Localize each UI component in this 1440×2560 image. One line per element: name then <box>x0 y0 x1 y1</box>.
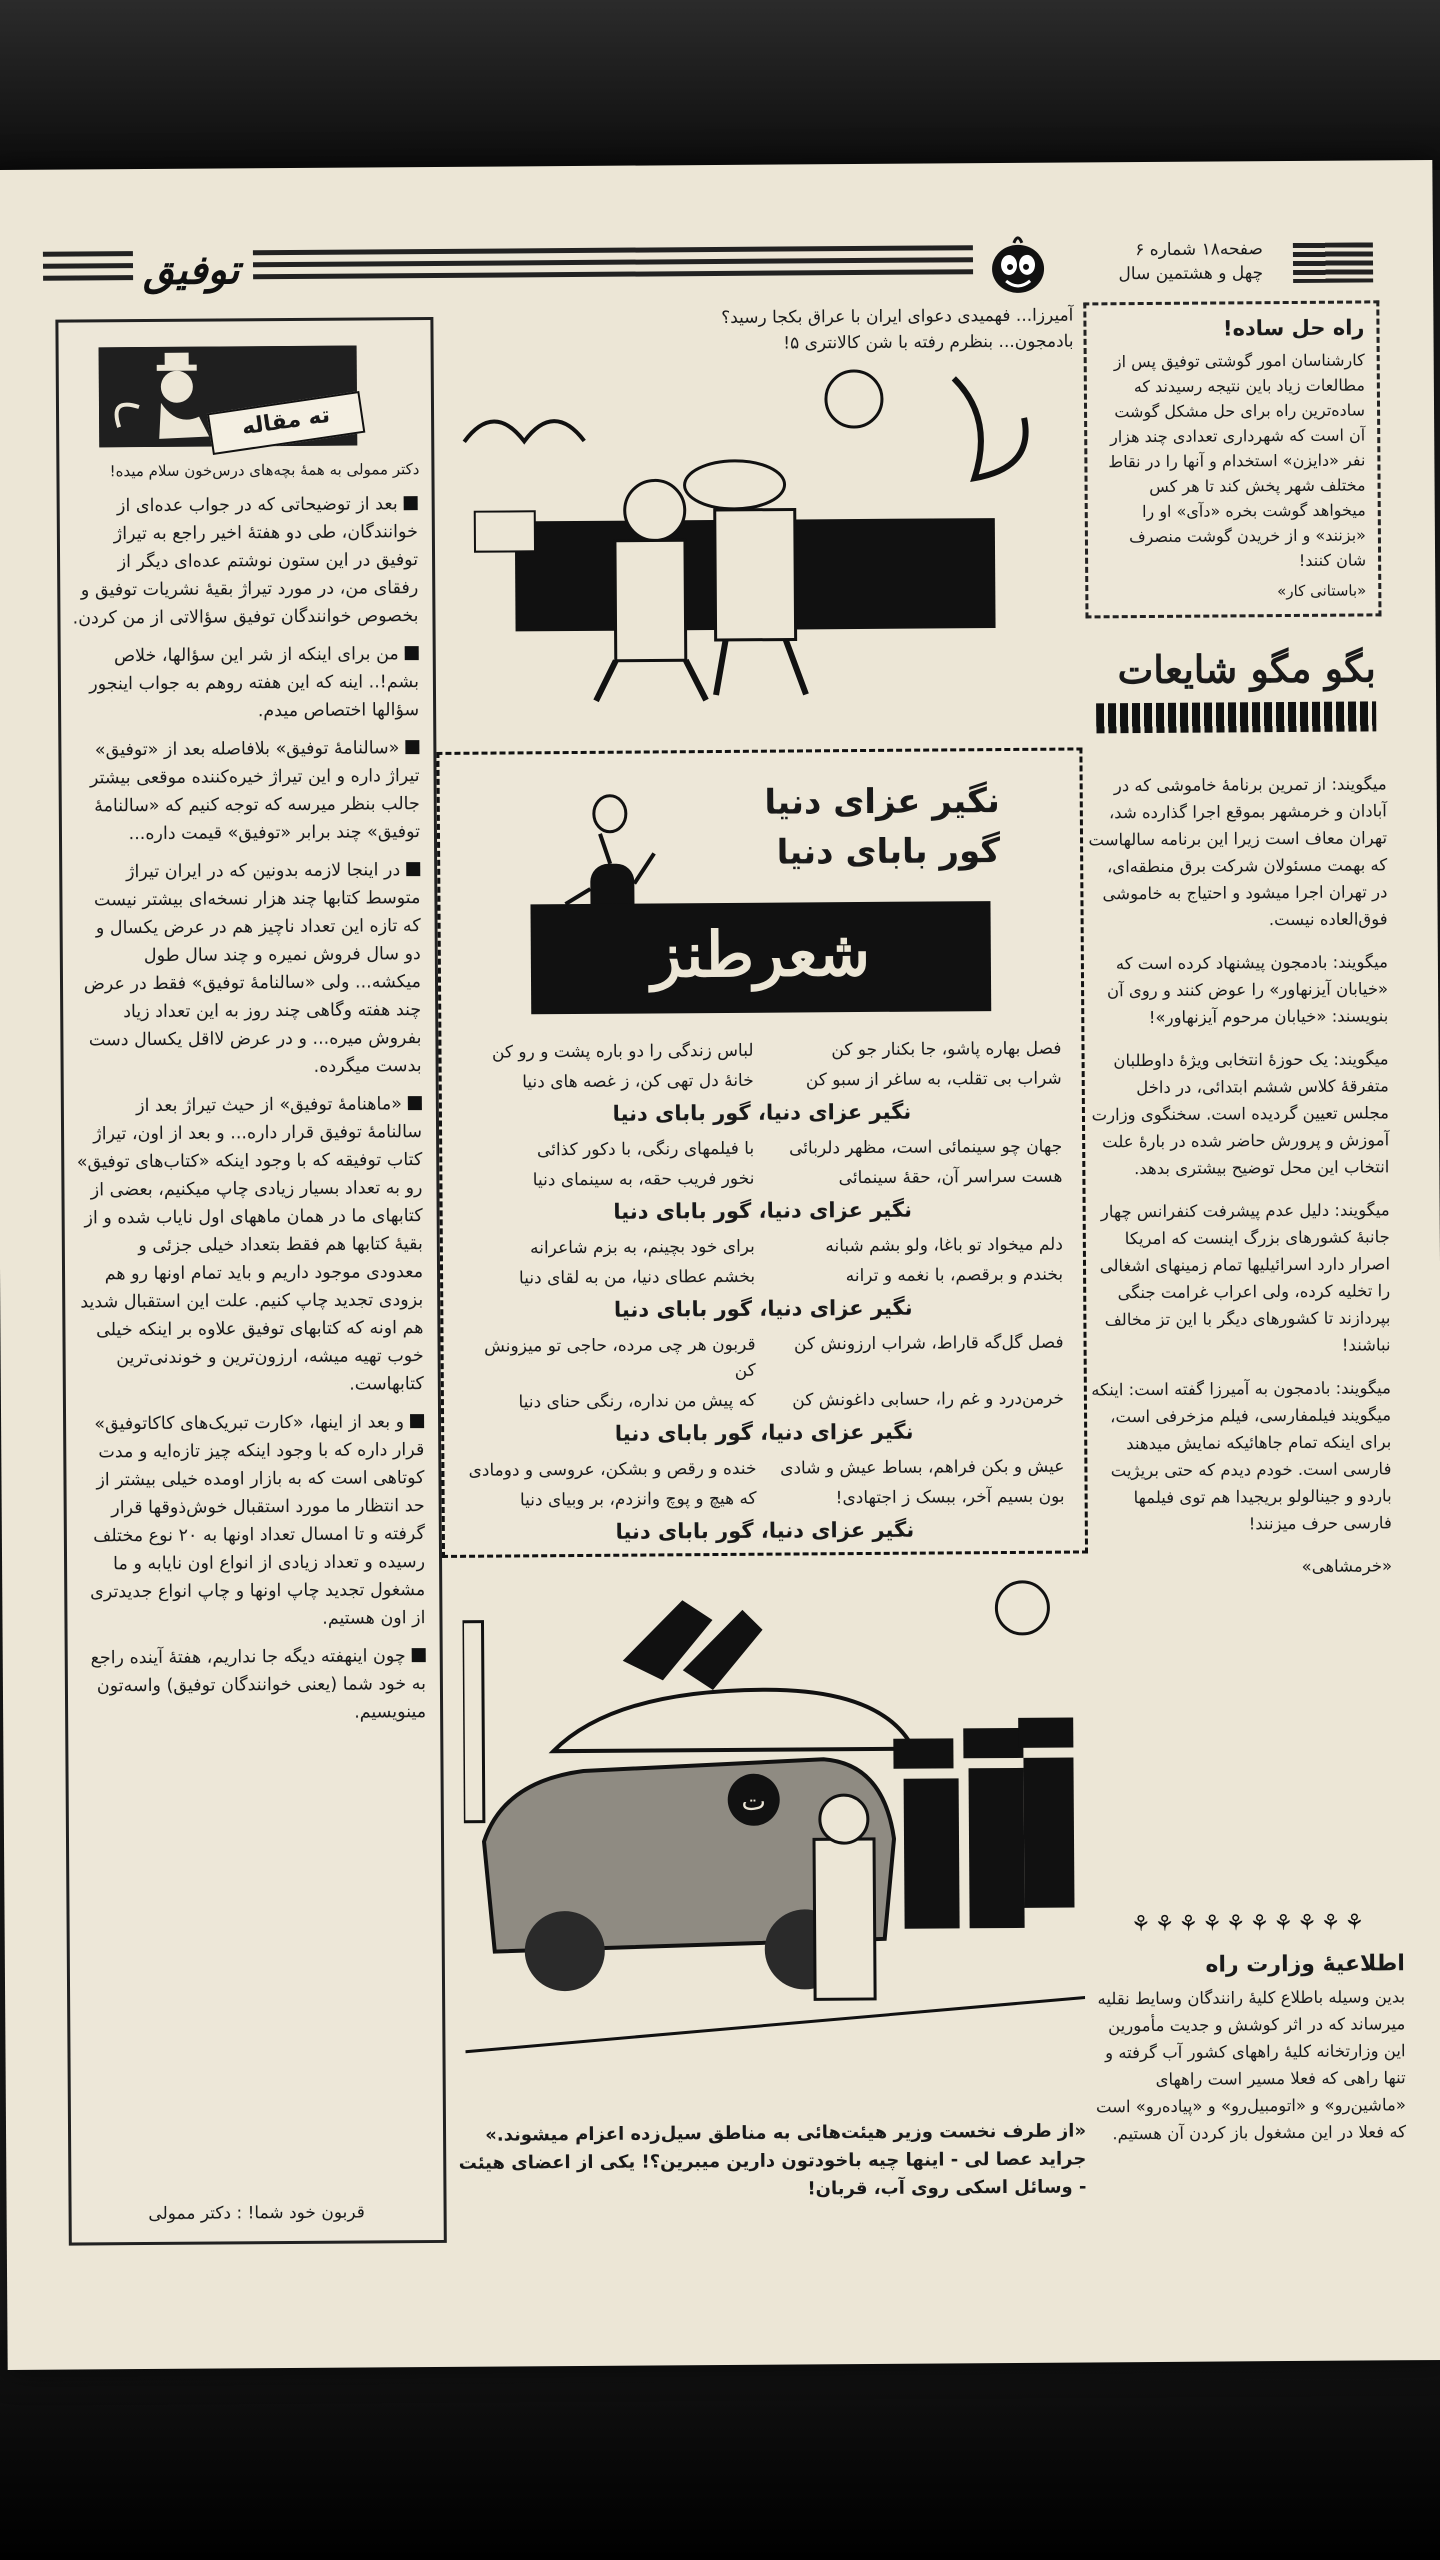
header-stripes <box>1293 242 1373 283</box>
rumor-item: میگویند: بادمجون پیشنهاد کرده است که «خیابان آیزنهاور» را عوض کنند و روی آن بنویسند: «خیابان مرحوم آیزنهاور»! <box>1106 952 1389 1027</box>
editorial-column <box>55 317 446 2246</box>
poem-stanza <box>462 1134 1063 1226</box>
flower-divider: ⚘⚘⚘⚘⚘⚘⚘⚘⚘⚘ <box>1130 1910 1369 1938</box>
verse-line: هست سراسر آن، حقهٔ سینمائی نخور فریب حقه، به سینمای دنیا <box>532 1166 1063 1191</box>
poem-title-line-1: نگیر عزای دنیا <box>764 781 1000 823</box>
rumors-title: بگو مگو شایعات <box>1117 645 1377 693</box>
desk-backdrop-top <box>0 0 1440 170</box>
verse-line: فصل بهاره پاشو، جا بکنار جو کن لباس زندگی را دو باره پشت و رو کن <box>491 1038 1062 1063</box>
simple-solution-box <box>1083 300 1381 618</box>
poem-stanza <box>463 1330 1064 1448</box>
solution-title: راه حل ساده! <box>1222 315 1365 341</box>
editorial-body <box>72 490 427 1738</box>
poem-box <box>436 747 1088 1557</box>
solution-text: کارشناسان امور گوشتی توفیق پس از مطالعات زیاد باین نتیجه رسیدند که ساده‌ترین راه برای حل مشکل گوشت آن است که شهرداری تعدادی چند هزار نفر «دایزن» استخدام و آنها را در نقاط مختلف شهر پخش کند تا هر کس میخواهد گوشت بخره «دآی» او را «بزنند» و از خریدن گوشت منصرف شان کنند! <box>1108 350 1367 570</box>
rumors-section-header <box>1096 645 1377 743</box>
verse-line: فصل گل‌گه قاراط، شراب ارزونش کن قربون هر چی مرده، حاجی تو میزونش کن <box>483 1332 1064 1381</box>
center-column <box>433 303 1087 2307</box>
magazine-page <box>0 160 1440 2370</box>
rumor-item: میگویند: دلیل عدم پیشرفت کنفرانس چهار جانبهٔ کشورهای بزرگ اینست که امریکا اصرار دارد اسرائیلیها تمام زمینهای اشغالی را تخلیه کرده، ولی اعراب غرامت جنگی بپردازند تا کشورهای دیگر با این تز مخالف نباشند! <box>1099 1200 1391 1355</box>
header-rule <box>43 251 133 257</box>
bullet-square-icon <box>412 1648 426 1662</box>
verse-line: شراب بی تقلب، به ساغر از سبو کن خانهٔ دل تهی کن، ز غصه های دنیا <box>522 1068 1062 1093</box>
notice-title: اطلاعیهٔ وزارت راه <box>1205 1951 1405 1978</box>
bullet-square-icon <box>405 740 419 754</box>
masthead-logo: توفیق <box>142 246 240 295</box>
rumor-item: میگویند: بادمجون به آمیرزا گفته است: اینکه میگویند فیلمفارسی، فیلم مزخرفی است، برای اینکه تمام جاهائیکه نمایش میدهند فارسی است. خودم دیدم که حتی بریژیت باردو و جینالولو بریجیدا هم توی فیلمها فارسی حرف میزنند! <box>1091 1378 1392 1534</box>
poem-stanza <box>463 1232 1064 1324</box>
editorial-paragraph: چون اینهفته دیگه جا نداریم، هفتهٔ آینده راجع به خود شما (یعنی خوانندگان توفیق) واسه‌تون مینویسیم. <box>90 1646 427 1723</box>
mascot-face-icon <box>988 233 1048 298</box>
poem-refrain: نگیر عزای دنیا، گور بابای دنیا <box>614 1419 914 1446</box>
notice-text: بدین وسیله باطلاع کلیهٔ رانندگان وسایط نقلیه میرساند که در اثر کوشش و جدیت مأمورین این وزارتخانه کلیهٔ راههای کشور آب گرفته و تنها راهی که فعلا مسیر است راههای «ماشین‌رو» و «اتومبیل‌رو» و «پیاده‌رو» است که فعلا در این مشغول باز کردن آن هستیم. <box>1095 1987 1407 2144</box>
editorial-intro: دکتر ممولی به همهٔ بچه‌های درس‌خون سلام میده! <box>109 460 420 481</box>
editorial-paragraph: من برای اینکه از شر این سؤالها، خلاص بشم!.. اینه که این هفته روهم به جواب اینجور سؤالها اختصاص میدم. <box>89 644 420 722</box>
verse-line: دلم میخواد تو باغا، ولو بشم شبانه برای خود بچینم، به بزم شاعرانه <box>530 1234 1063 1259</box>
poem-refrain: نگیر عزای دنیا، گور بابای دنیا <box>613 1295 913 1322</box>
issue-info <box>1093 237 1263 286</box>
poem-stanza <box>461 1036 1062 1128</box>
rumors-list <box>1087 770 1393 1597</box>
page-number: صفحه۱۸ شماره ۶ <box>1135 239 1263 261</box>
bullet-square-icon <box>408 1096 422 1110</box>
car-with-boat-cartoon-illustration <box>462 1577 1086 2111</box>
bullet-square-icon <box>410 1414 424 1428</box>
solution-source: «باستانی کار» <box>1277 581 1367 601</box>
bullet-square-icon <box>404 496 418 510</box>
cartoon-caption-bottom: «از طرف نخست وزیر هیئت‌هائی به مناطق سیل‌زده اعزام میشوند.» جراید عصا لی - اینها چیه باخودتون دارین میبرین؟! یکی از اعضای هیئت - وسائل اسکی روی آب، قربان! <box>458 2120 1087 2200</box>
right-column <box>1083 300 1407 2352</box>
editorial-paragraph: در اینجا لازمه بدونین که در ایران تیراژ متوسط کتابها چند هزار نسخه‌ای بیشتر نیست که تازه این تعداد ناچیز هم در عرض یکسال و دو سال فروش نمیره و چند سال طول میکشه... ولی «سالنامهٔ توفیق» فقط در عرض چند هفته وگاهی چند روز به این تعداد زیاد بفروش میره... و در عرض لااقل یکسال دست بدست میگرده. <box>83 860 422 1077</box>
two-men-cartoon-illustration <box>434 358 1076 722</box>
car-badge-label: ت <box>741 1786 767 1817</box>
volume-year: چهل و هشتمین سال <box>1118 263 1264 285</box>
header-rule <box>253 245 973 255</box>
rumor-item: میگویند: یک حوزهٔ انتخابی ویژهٔ داوطلبان متفرقهٔ کلاس ششم ابتدائی، در داخل مجلس تعیین گردیده است. سخنگوی وزارت آموزش و پرورش حاضر شده در بارهٔ علت انتخاب این محل توضیح بیشتری بدهد. <box>1091 1049 1390 1179</box>
verse-line: عیش و بکن فراهم، بساط عیش و شادی خنده و رقص و بشکن، عروسی و دومادی <box>468 1456 1065 1481</box>
rumors-source: «خرمشاهی» <box>1301 1556 1393 1576</box>
header-rule <box>253 269 973 279</box>
ministry-notice <box>1095 1950 1406 2147</box>
rumors-strip <box>1096 701 1376 733</box>
editorial-banner <box>99 346 358 448</box>
editorial-ribbon-label: ته مقاله <box>207 391 365 455</box>
editorial-paragraph: بعد از توضیحاتی که در جواب عده‌ای از خوانندگان، طی دو هفتهٔ اخیر راجع به تیراژ توفیق در این ستون نوشتم عده‌ای دیگر از رفقای من، در مورد تیراژ بقیهٔ نشریات توفیق و بخصوص خوانندگان توفیق سؤالاتی از من کردن. <box>72 494 419 629</box>
cartoon-caption-top: آمیرزا... فهمیدی دعوای ایران با عراق بکجا رسید؟ بادمجون... بنظرم رفته با شن کالانتری ۵! <box>721 305 1074 354</box>
verse-line: بخندم و برقصم، با نغمه و ترانه بخشم عطای دنیا، من به لقای دنیا <box>518 1264 1064 1289</box>
header-rule <box>253 257 973 267</box>
poem-refrain: نگیر عزای دنیا، گور بابای دنیا <box>613 1197 913 1224</box>
editorial-signature: قربون خود شما! : دکتر ممولی <box>148 2202 365 2225</box>
satire-poetry-brand: شعرطنز <box>530 901 991 1014</box>
bullet-square-icon <box>406 862 420 876</box>
poem-title-line-2: گور بابای دنیا <box>776 831 1001 873</box>
poem-stanza <box>464 1454 1065 1546</box>
editorial-paragraph: «سالنامهٔ توفیق» بلافاصله بعد از «توفیق» تیراژ داره و این تیراژ خیره‌کننده موقعی بیشتر جالب بنظر میرسه که توجه کنیم که «سالنامهٔ توفیق» چند برابر «توفیق» قیمت داره... <box>89 738 421 845</box>
header-rule <box>43 263 133 269</box>
poem-refrain: نگیر عزای دنیا، گور بابای دنیا <box>615 1517 915 1544</box>
poem-verses <box>461 1036 1065 1556</box>
verse-line: بون بسیم آخر، ببسک ز اجتهادی! که هیچ و پوچ وانزدم، بر وبیای دنیا <box>519 1486 1065 1511</box>
poem-refrain: نگیر عزای دنیا، گور بابای دنیا <box>612 1099 912 1126</box>
editorial-paragraph: و بعد از اینها، «کارت تبریک‌های کاکاتوفیق» قرار داره که با وجود اینکه چیز تازه‌ایه و مدت کوتاهی است که به بازار اومده خیلی بیشتر از حد انتظار ما مورد استقبال خوش‌ذوقها قرار گرفته و تا امسال تعداد اونها به ۲۰ نوع مختلف رسیده و تعداد زیادی از انواع اون نایابه و ما مشغول تجدید چاپ اونها و چاپ انواع جدیدتری از اون هستیم. <box>90 1412 426 1629</box>
verse-line: خرمن‌درد و غم را، حسابی داغونش کن که پیش من نداره، رنگی حنای دنیا <box>518 1388 1065 1413</box>
editorial-paragraph: «ماهنامهٔ توفیق» از حیث تیراژ بعد از سالنامهٔ توفیق قرار داره... و بعد از اون، تیراژ کتاب توفیقه که با وجود اینکه «کتاب‌های توفیق» رو به تعداد بسیار زیادی چاپ میکنیم، بعضی از کتابهای ما در همان ماههای اول نایاب شده و از بقیهٔ کتابها هم فقط بتعداد خیلی جزئی و معدودی موجود داریم و باید تمام اونها رو هم بزودی تجدید چاپ کنیم. علت این استقبال شدید هم اونه که کتابهای توفیق علاوه بر اینکه خیلی خوب تهیه میشه، ارزون‌ترین و خوندنی‌ترین کتابهاست. <box>76 1094 424 1395</box>
rumor-item: میگویند: از تمرین برنامهٔ خاموشی که در آبادان و خرمشهر بموقع اجرا گذارده شد، تهران معاف است زیرا این برنامه سالهاست که بهمت مسئولان شرکت برق منطقه‌ای، در تهران اجرا میشود و احتیاج به خاموشی فوق‌العاده نیست. <box>1088 774 1388 930</box>
header-rule <box>43 275 133 281</box>
verse-line: جهان چو سینما‌ئی است، مظهر دلربائی با فیلمهای رنگی، با دکور کذائی <box>536 1136 1063 1161</box>
bullet-square-icon <box>405 646 419 660</box>
